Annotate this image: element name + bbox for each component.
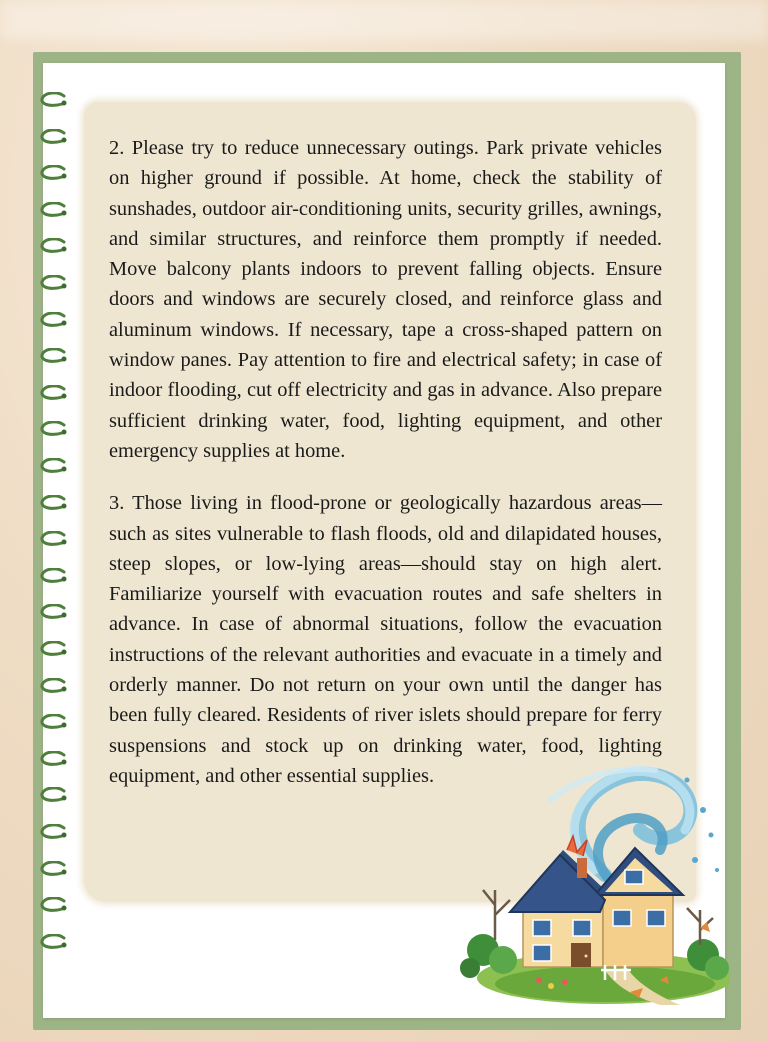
binding-ring-icon <box>36 495 70 511</box>
binding-ring-icon <box>36 275 70 291</box>
binding-ring-icon <box>36 641 70 657</box>
binding-ring-icon <box>36 312 70 328</box>
binding-ring-icon <box>36 421 70 437</box>
paragraph-3: 3. Those living in flood-prone or geologically hazardous areas—such as sites vulnerable to flash floods, old and dilapidated houses, steep slopes, or low-lying areas—should stay on high alert. Familiarize yourself with evacuation routes and safe shelters in advance. In case of abnormal situations, follow the evacuation instructions of the relevant authorities and evacuate in a timely and orderly manner. Do not return on your own until the danger has been fully cleared. Residents of river islets should prepare for ferry suspensions and stock up on drinking water, food, lighting equipment, and other essential supplies. <box>109 492 662 787</box>
binding-ring-icon <box>36 751 70 767</box>
binding-ring-icon <box>36 678 70 694</box>
spiral-binding-icon <box>36 92 72 982</box>
binding-ring-icon <box>36 861 70 877</box>
binding-ring-icon <box>36 531 70 547</box>
binding-ring-icon <box>36 92 70 108</box>
binding-ring-icon <box>36 787 70 803</box>
binding-ring-icon <box>36 604 70 620</box>
binding-ring-icon <box>36 714 70 730</box>
binding-ring-icon <box>36 348 70 364</box>
binding-ring-icon <box>36 165 70 181</box>
binding-ring-icon <box>36 897 70 913</box>
binding-ring-icon <box>36 824 70 840</box>
binding-ring-icon <box>36 568 70 584</box>
binding-ring-icon <box>36 385 70 401</box>
left-trees <box>460 890 517 978</box>
background-texture <box>0 0 768 40</box>
document-body <box>109 133 662 813</box>
binding-ring-icon <box>36 238 70 254</box>
binding-ring-icon <box>36 129 70 145</box>
binding-ring-icon <box>36 458 70 474</box>
paragraph-2: 2. Please try to reduce unnecessary outings. Park private vehicles on higher ground if possible. At home, check the stability of sunshades, outdoor air-conditioning units, security grilles, awnings, and similar structures, and reinforce them promptly if needed. Move balcony plants indoors to prevent falling objects. Ensure doors and windows are securely closed, and reinforce glass and aluminum windows. If necessary, tape a cross-shaped pattern on window panes. Pay attention to fire and electrical safety; in case of indoor flooding, cut off electricity and gas in advance. Also prepare sufficient drinking water, food, lighting equipment, and other emergency supplies at home. <box>109 137 662 462</box>
typhoon-house-icon <box>455 740 730 1015</box>
binding-ring-icon <box>36 934 70 950</box>
binding-ring-icon <box>36 202 70 218</box>
